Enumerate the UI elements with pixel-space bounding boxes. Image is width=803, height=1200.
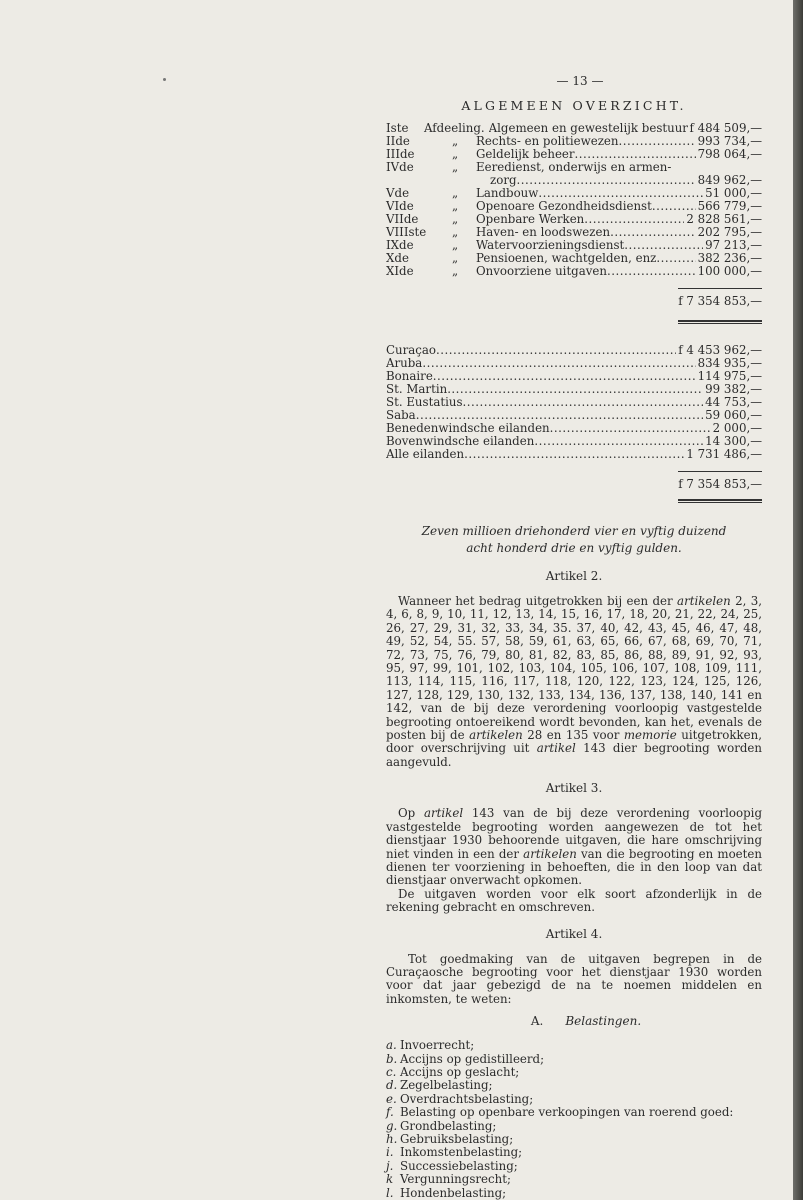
row-ditto: „ xyxy=(451,251,459,265)
list-item: e. Overdrachtsbelasting; xyxy=(386,1091,534,1106)
table-row xyxy=(386,148,762,161)
row-amount: 51 000,— xyxy=(705,186,762,200)
page-number: — 13 — xyxy=(556,74,604,88)
subheading-letter: A. xyxy=(530,1014,544,1029)
row-label: St. Martin ..... xyxy=(386,383,703,396)
row-label: Curaçao ..... xyxy=(386,344,676,357)
row-ditto: „ xyxy=(451,212,459,226)
row-label: Algemeen en gewestelijk bestuur xyxy=(488,122,688,135)
row-number: IVde xyxy=(386,160,414,174)
sum-rule xyxy=(678,288,762,289)
artikel-2-text: Wanneer het bedrag uitgetrokken bij een der artikelen 2, 3, 4, 6, 8, 9, 10, 11, 12, 13, 14, 15, 16, 17, 18, 20, 21, 22, 24, 25, 26, 27, 29, 31, 32, 33, 34, 35. 37, 40, 42, 43, 45, 46, 47, 48, 49, 52, 54, 55. 57, 58, 59, 61, 63, 65, 66, 67, 68, 69, 70, 71, 72, 73, 75, 76, 79, 80, 81, 82, 83, 85, 86, 88, 89, 91, 92, 93, 95, 97, 99, 101, 102, 103, 104, 105, 106, 107, 108, 109, 111, 113, 114, 115, 116, 117, 118, 120, 122, 123, 124, 125, 126, 127, 128, 129, 130, 132, 133, 134, 136, 137, 138, 140, 141 en 142, van de bij deze verordening voorloopig vastgestelde begrooting ontoereikend wordt bevonden, kan het, evenals de posten bij de artikelen 28 en 135 voor memorie uitgetrokken, door overschrijving uit artikel 143 dier begrooting worden aangevuld. xyxy=(386,594,762,769)
row-label: Eeredienst, onderwijs en armen- xyxy=(476,161,672,174)
row-label: Geldelijk beheer ..... xyxy=(476,148,696,161)
row-label: Onvoorziene uitgaven ..... xyxy=(476,265,696,278)
row-label: Bonaire ..... xyxy=(386,370,696,383)
section-title: ALGEMEEN OVERZICHT. xyxy=(461,98,687,113)
row-label: Watervoorzieningsdienst ..... xyxy=(476,239,703,252)
row-amount: 1 731 486,— xyxy=(686,447,762,461)
row-ditto: „ xyxy=(451,147,459,161)
afdeelingen-table xyxy=(386,122,762,324)
total-words-line-2: acht honderd drie en vyftig gulden. xyxy=(466,541,682,555)
afdeelingen-total: f 7 354 853,— xyxy=(678,294,762,308)
artikel-3-text: Op artikel 143 van de bij deze verordening voorloopig vastgestelde begrooting worden aangewezen de tot het dienstjaar 1930 behoorende uitgaven, die hare omschrijving niet vinden in een der artikelen van die begrooting en moeten dienen ter voorziening in behoeften, die in den loop van dat dienstjaar onverwacht opkomen. xyxy=(386,806,762,888)
row-ditto: „ xyxy=(451,134,459,148)
row-label: Haven- en loodswezen ..... xyxy=(476,226,696,239)
list-item: a. Invoerrecht; xyxy=(386,1038,475,1053)
row-amount: 2 828 561,— xyxy=(686,212,762,226)
artikel-2-heading: Artikel 2. xyxy=(545,569,603,583)
artikel-4-text: Tot goedmaking van de uitgaven begrepen in de Curaçaosche begrooting voor het dienstjaar 1930 worden voor dat jaar gebezigd de na te noemen middelen en inkomsten, te weten: xyxy=(386,951,762,1006)
row-label: Alle eilanden ..... xyxy=(386,448,684,461)
row-label: Landbouw ..... xyxy=(476,187,703,200)
row-number: Vde xyxy=(386,186,410,200)
row-number: VIIIste xyxy=(386,225,427,239)
row-ditto: „ xyxy=(451,264,459,278)
row-ditto: „ xyxy=(451,199,459,213)
eilanden-table xyxy=(386,344,762,503)
row-amount: 834 935,— xyxy=(697,356,762,370)
total-in-words xyxy=(386,523,762,557)
list-item: i. Inkomstenbelasting; xyxy=(386,1145,523,1160)
row-amount: 59 060,— xyxy=(705,408,762,422)
eilanden-total: f 7 354 853,— xyxy=(678,477,762,491)
row-number: VIIde xyxy=(386,212,419,226)
list-item: h. Gebruiksbelasting; xyxy=(386,1132,514,1146)
total-words-line-1: Zeven millioen driehonderd vier en vyftig duizend xyxy=(421,524,727,538)
speck xyxy=(163,78,166,81)
row-label: Rechts- en politiewezen ..... xyxy=(476,135,696,148)
list-item: c. Accijns op geslacht; xyxy=(386,1064,520,1079)
artikel-4-heading: Artikel 4. xyxy=(545,926,603,941)
artikel-3-text-2: De uitgaven worden voor elk soort afzonderlijk in de rekening gebracht en omschreven. xyxy=(386,886,762,915)
list-item: g. Grondbelasting; xyxy=(386,1118,497,1133)
belastingen-subheading xyxy=(410,1014,762,1028)
row-number: Iste xyxy=(386,121,409,135)
row-amount: 849 962,— xyxy=(697,173,762,187)
double-rule xyxy=(678,320,762,324)
table-row xyxy=(386,409,762,422)
row-amount: 566 779,— xyxy=(697,199,762,213)
double-rule xyxy=(678,499,762,503)
row-label: Openoare Gezondheidsdienst ..... xyxy=(476,200,696,213)
list-item: l. Hondenbelasting; xyxy=(386,1185,507,1200)
row-amount: f 484 509,— xyxy=(689,121,762,135)
row-amount: 798 064,— xyxy=(697,147,762,161)
row-number: IXde xyxy=(386,238,414,252)
row-ditto: Afdeeling. xyxy=(424,121,485,135)
list-item: k Vergunningsrecht; xyxy=(386,1172,511,1187)
row-label: Openbare Werken ..... xyxy=(476,213,684,226)
page-content xyxy=(386,74,762,1200)
row-amount: f 4 453 962,— xyxy=(678,343,762,357)
row-label: zorg ..... xyxy=(476,174,696,187)
artikel-3-heading: Artikel 3. xyxy=(545,781,603,796)
row-ditto: „ xyxy=(451,186,459,200)
row-amount: 100 000,— xyxy=(697,264,762,278)
row-label: St. Eustatius ..... xyxy=(386,396,703,409)
row-amount: 99 382,— xyxy=(705,382,762,396)
row-amount: 97 213,— xyxy=(705,238,762,252)
row-ditto: „ xyxy=(451,238,459,252)
row-amount: 202 795,— xyxy=(697,225,762,239)
list-item: d. Zegelbelasting; xyxy=(386,1078,493,1093)
list-item: b. Accijns op gedistilleerd; xyxy=(386,1051,545,1066)
row-amount: 2 000,— xyxy=(712,421,762,435)
row-number: IIIde xyxy=(386,147,415,161)
row-label: Saba ..... xyxy=(386,409,703,422)
row-label: Aruba ..... xyxy=(386,357,696,370)
row-amount: 382 236,— xyxy=(697,251,762,265)
row-number: IIde xyxy=(386,134,410,148)
row-label: Bovenwindsche eilanden ..... xyxy=(386,435,703,448)
row-ditto: „ xyxy=(451,225,459,239)
row-ditto: „ xyxy=(451,160,459,174)
row-number: VIde xyxy=(386,199,414,213)
row-amount: 993 734,— xyxy=(697,134,762,148)
row-amount: 44 753,— xyxy=(705,395,762,409)
list-item: j. Successiebelasting; xyxy=(386,1158,518,1173)
table-row xyxy=(386,265,762,278)
page-edge xyxy=(793,0,803,1200)
row-label: Benedenwindsche eilanden ..... xyxy=(386,422,711,435)
table-row xyxy=(386,448,762,461)
list-item: f. Belasting op openbare verkoopingen van roerend goed: xyxy=(386,1105,734,1120)
row-number: XIde xyxy=(386,264,414,278)
row-number: Xde xyxy=(386,251,409,265)
row-amount: 114 975,— xyxy=(697,369,762,383)
row-label: Pensioenen, wachtgelden, enz ..... xyxy=(476,252,696,265)
subheading-title: Belastingen. xyxy=(565,1014,642,1029)
sum-rule xyxy=(678,471,762,472)
belastingen-list xyxy=(386,1039,762,1200)
row-amount: 14 300,— xyxy=(705,434,762,448)
